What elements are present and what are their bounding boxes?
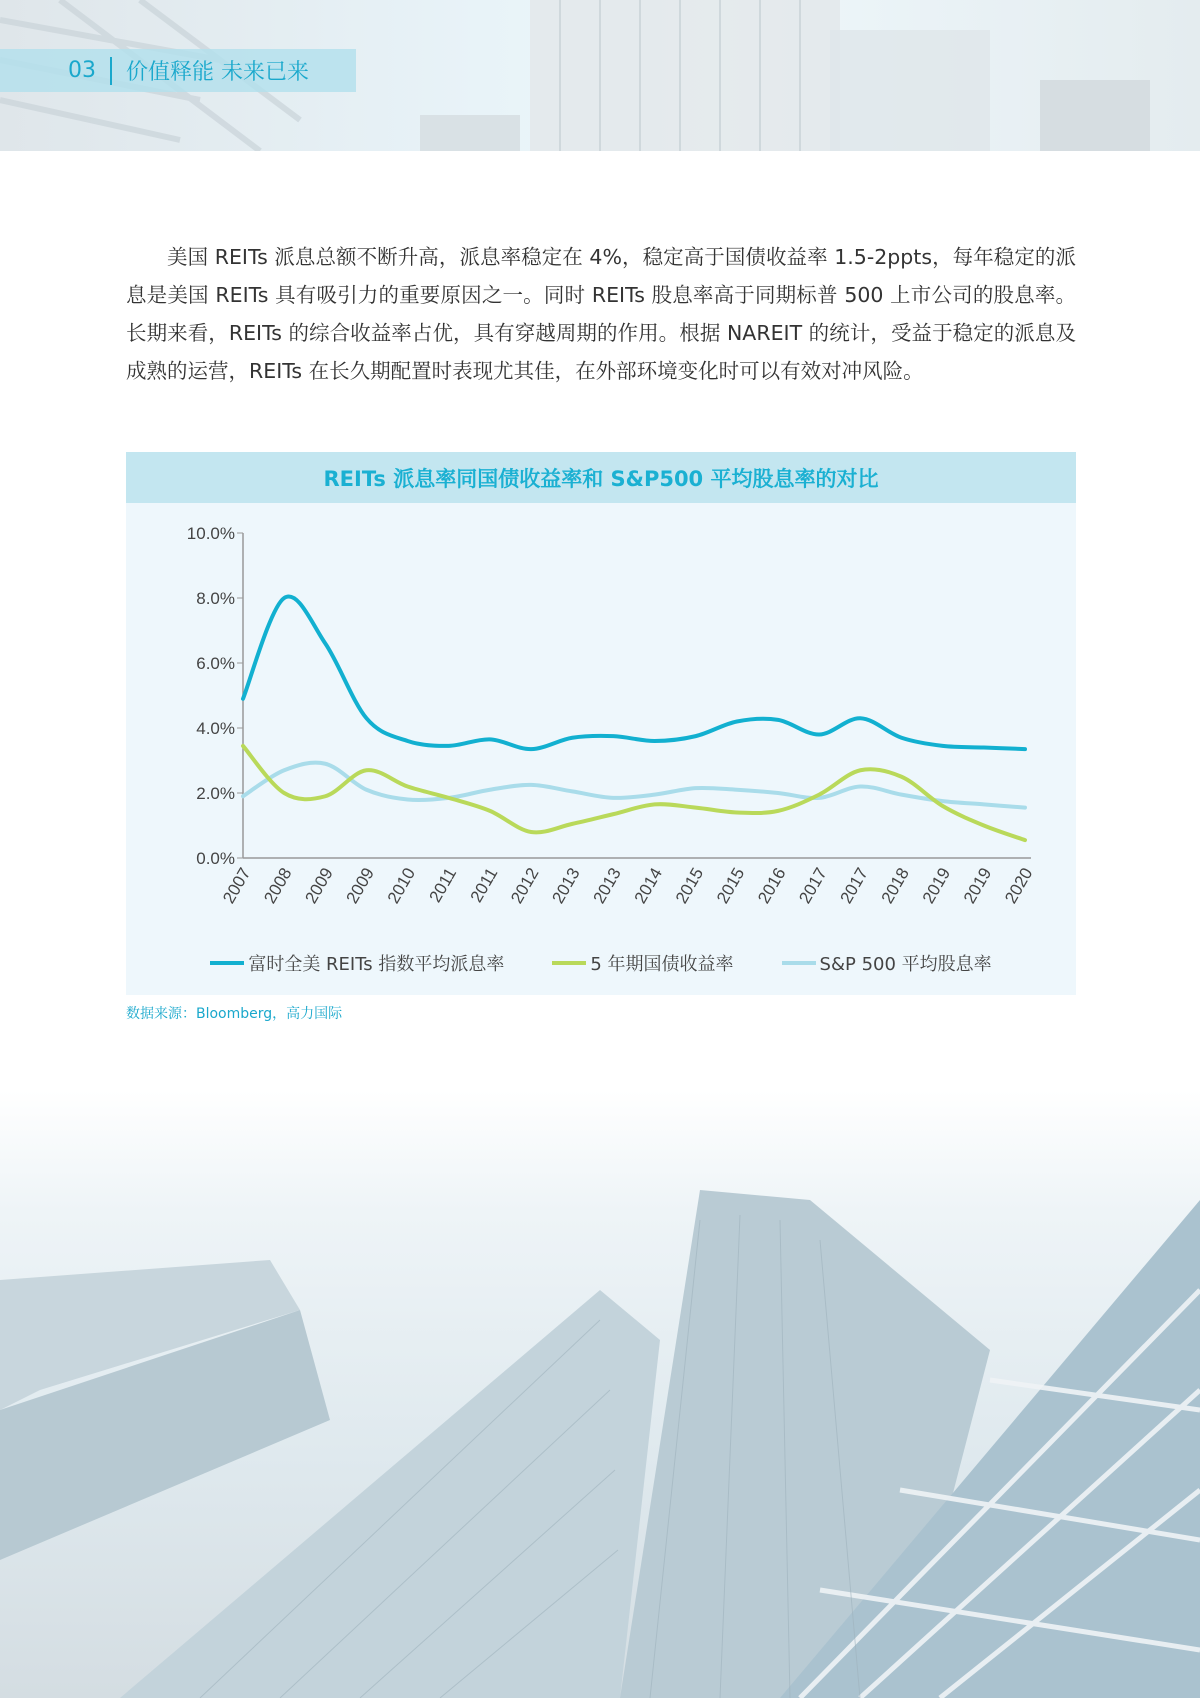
section-title: 价值释能 未来已来 [126, 60, 309, 85]
legend-swatch [552, 961, 586, 965]
legend-label: S&P 500 平均股息率 [819, 954, 992, 975]
body-paragraph: 美国 REITs 派息总额不断升高，派息率稳定在 4%，稳定高于国债收益率 1.5-2ppts，每年稳定的派息是美国 REITs 具有吸引力的重要原因之一。同时 REITs 股息率高于同期标普 500 上市公司的股息率。长期来看，REITs 的综合收益率占优，具有穿越周期的作用。根据 NAREIT 的统计，受益于稳定的派息及成熟的运营，REITs 在长久期配置时表现尤其佳，在外部环境变化时可以有效对冲风险。 [126, 245, 1076, 383]
building-illustration [0, 1090, 1200, 1698]
x-tick-label: 2011 [466, 864, 502, 906]
y-tick-label: 6.0% [196, 654, 235, 673]
series-line-2 [243, 746, 1025, 840]
divider [110, 57, 112, 85]
x-tick-label: 2019 [918, 864, 955, 907]
series-line-1 [243, 596, 1025, 749]
legend-item [552, 950, 733, 976]
line-chart [126, 452, 1076, 995]
legend-swatch [210, 961, 244, 965]
header-building-photo [0, 0, 1200, 151]
x-tick-label: 2009 [342, 864, 378, 907]
x-tick-label: 2020 [1001, 864, 1037, 907]
x-tick-label: 2009 [301, 864, 337, 907]
x-tick-label: 2013 [548, 864, 584, 907]
x-tick-label: 2011 [425, 864, 461, 906]
y-tick-label: 8.0% [196, 589, 235, 608]
series-line-3 [243, 763, 1025, 808]
body-paragraph-block [126, 238, 1076, 390]
legend-label: 5 年期国债收益率 [590, 954, 734, 975]
x-tick-label: 2017 [795, 864, 831, 907]
x-tick-label: 2019 [959, 864, 996, 907]
footer-building-photo [0, 1090, 1200, 1698]
x-tick-label: 2015 [712, 864, 749, 907]
y-tick-label: 0.0% [196, 849, 235, 868]
x-tick-label: 2013 [589, 864, 625, 907]
chart-title: REITs 派息率同国债收益率和 S&P500 平均股息率的对比 [126, 452, 1076, 503]
legend-item [210, 950, 504, 976]
x-tick-label: 2010 [383, 864, 420, 907]
y-tick-label: 2.0% [196, 784, 235, 803]
x-tick-label: 2015 [671, 864, 708, 907]
x-tick-label: 2016 [754, 864, 790, 907]
x-tick-label: 2018 [877, 864, 913, 907]
chart-container [126, 452, 1076, 995]
chart-legend [126, 950, 1076, 976]
section-tag [0, 49, 356, 92]
legend-label: 富时全美 REITs 指数平均派息率 [248, 954, 505, 975]
x-tick-label: 2017 [836, 864, 872, 907]
data-source: 数据来源：Bloomberg，高力国际 [126, 1006, 343, 1022]
y-tick-label: 10.0% [186, 524, 235, 543]
legend-swatch [782, 961, 816, 965]
x-tick-label: 2008 [260, 864, 296, 907]
x-tick-label: 2012 [507, 864, 543, 907]
section-number: 03 [68, 58, 96, 83]
y-tick-label: 4.0% [196, 719, 235, 738]
x-tick-label: 2014 [630, 864, 667, 907]
legend-item [782, 950, 992, 976]
x-tick-label: 2007 [219, 864, 255, 907]
